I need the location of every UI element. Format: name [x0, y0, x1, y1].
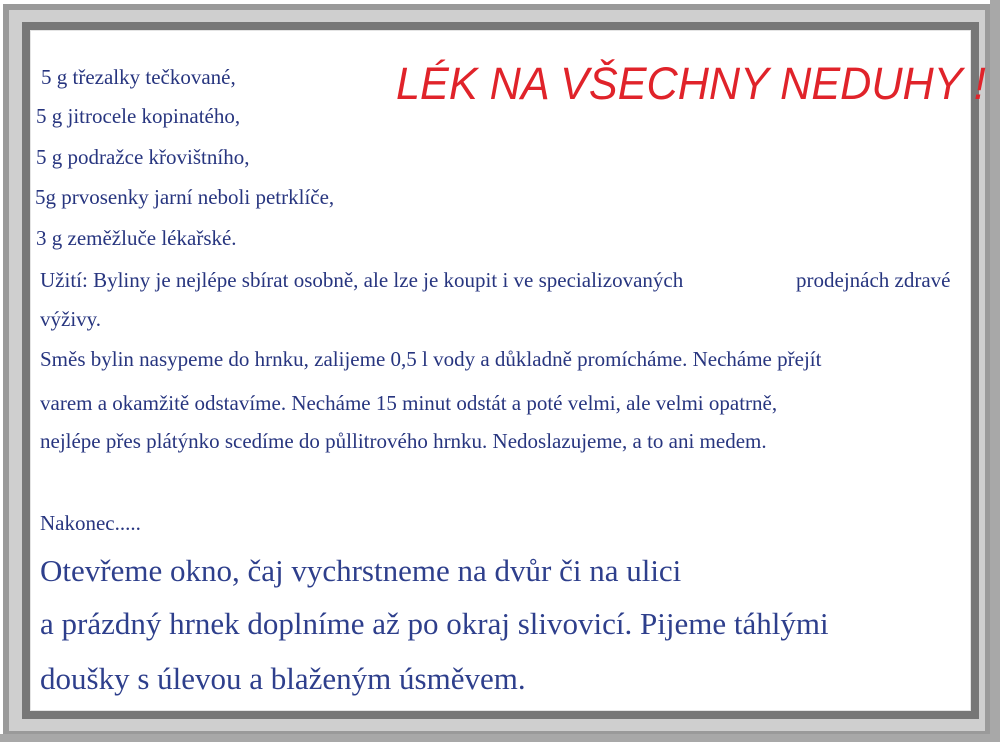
- instruction-line: varem a okamžitě odstavíme. Necháme 15 minut odstát a poté velmi, ale velmi opatrně,: [40, 391, 778, 415]
- instruction-line: Směs bylin nasypeme do hrnku, zalijeme 0,5 l vody a důkladně promícháme. Necháme přejít: [40, 347, 822, 371]
- frame-bottom-bar: [0, 734, 1000, 742]
- ingredient-line: 5 g třezalky tečkované,: [41, 65, 236, 89]
- frame-right-bar: [990, 0, 1000, 742]
- finally-label: Nakonec.....: [40, 511, 141, 535]
- ingredient-line: 5g prvosenky jarní neboli petrklíče,: [35, 185, 335, 209]
- finale-line: a prázdný hrnek doplníme až po okraj slivovicí. Pijeme táhlými: [40, 606, 829, 641]
- instruction-line: nejlépe přes plátýnko scedíme do půllitrového hrnku. Nedoslazujeme, a to ani medem.: [40, 429, 767, 453]
- finale-line: doušky s úlevou a blaženým úsměvem.: [40, 661, 526, 696]
- finale-line: Otevřeme okno, čaj vychrstneme na dvůr či na ulici: [40, 553, 682, 588]
- page-title: LÉK NA VŠECHNY NEDUHY !: [396, 58, 986, 109]
- ingredient-line: 5 g podražce křovištního,: [36, 145, 250, 169]
- usage-line: Užití: Byliny je nejlépe sbírat osobně, ale lze je koupit i ve specializovaných: [40, 268, 684, 292]
- ingredient-line: 5 g jitrocele kopinatého,: [36, 104, 241, 128]
- usage-line: výživy.: [40, 307, 102, 331]
- ingredient-line: 3 g zeměžluče lékařské.: [36, 226, 237, 250]
- usage-line-right: prodejnách zdravé: [796, 268, 951, 292]
